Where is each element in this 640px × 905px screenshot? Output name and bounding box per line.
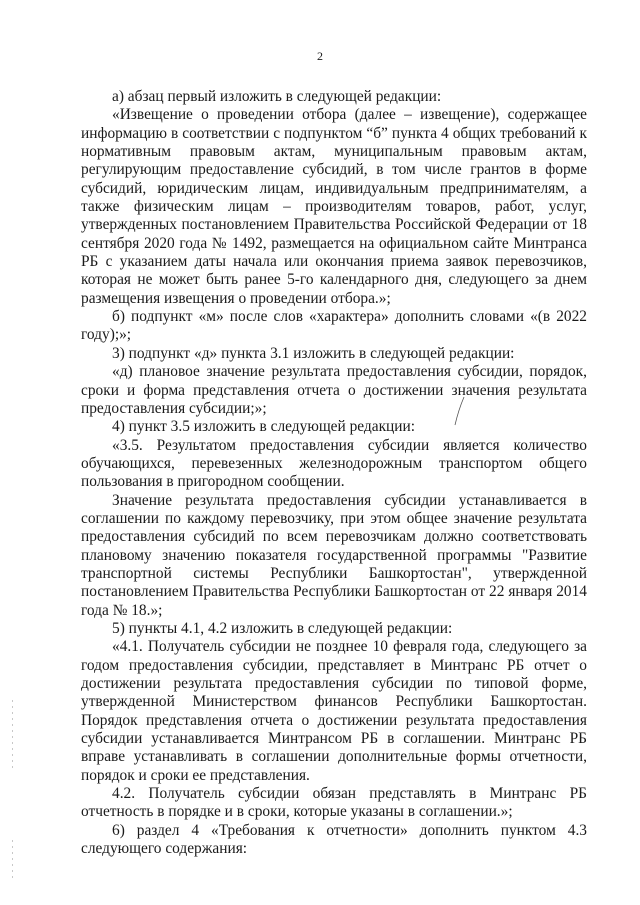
paragraph-10: «4.1. Получатель субсидии не позднее 10 февраля года, следующего за годом предоставления субсидии, представляет в Минтранс РБ отчет о достижении результата предоставления субсидии по типовой форме, утвержденной Министерством финансов Республики Башкортостан. Порядок представления отчета о достижении результата предоставления субсидии устанавливается Минтрансом РБ в соглашении. Минтранс РБ вправе устанавливать в соглашении дополнительные формы отчетности, порядок и сроки ее представления. xyxy=(81,638,587,784)
paragraph-1: а) абзац первый изложить в следующей редакции: xyxy=(112,88,442,105)
paragraph-11: 4.2. Получатель субсидии обязан представлять в Минтранс РБ отчетность в порядке и в сроки, которые указаны в соглашении.»; xyxy=(81,785,587,821)
paragraph-3: б) подпункт «м» после слов «характера» дополнить словами «(в 2022 году);»; xyxy=(81,308,587,344)
paragraph-8: Значение результата предоставления субсидии устанавливается в соглашении по каждому перевозчику, при этом общее значение результата предоставления субсидий по всем перевозчикам должно соответствовать плановому значению показателя государственной программы "Развитие транспортной системы Республики Башкортостан", утвержденной постановлением Правительства Республики Башкортостан от 22 января 2014 года № 18.»; xyxy=(81,491,587,619)
paragraph-7: «3.5. Результатом предоставления субсидии является количество обучающихся, перевезенных железнодорожным транспортом общего пользования в пригородном сообщении. xyxy=(81,436,587,491)
paragraph-4: 3) подпункт «д» пункта 3.1 изложить в следующей редакции: xyxy=(112,344,515,362)
pen-mark xyxy=(452,396,466,426)
paragraph-12: 6) раздел 4 «Требования к отчетности» дополнить пунктом 4.3 следующего содержания: xyxy=(81,821,587,858)
scan-margin-mark xyxy=(12,700,13,770)
scan-margin-mark xyxy=(12,840,13,880)
page-number: 2 xyxy=(317,49,323,63)
paragraph-6: 4) пункт 3.5 изложить в следующей редакции: xyxy=(112,418,416,436)
paragraph-2: «Извещение о проведении отбора (далее – извещение), содержащее информацию в соответствии с подпунктом “б” пункта 4 общих требований к нормативным правовым актам, муниципальным правовым актам, регулирующим предоставление субсидий, в том числе грантов в форме субсидий, юридическим лицам, индивидуальным предпринимателям, а также физическим лицам – производителям товаров, работ, услуг, утвержденных постановлением Правительства Российской Федерации от 18 сентября 2020 года № 1492, размещается на официальном сайте Минтранса РБ с указанием даты начала или окончания приема заявок перевозчиков, которая не может быть ранее 5-го календарного дня, следующего за днем размещения извещения о проведении отбора.»; xyxy=(81,106,587,307)
paragraph-5: «д) плановое значение результата предоставления субсидии, порядок, сроки и форма представления отчета о достижении значения результата предоставления субсидии;»; xyxy=(81,363,587,417)
document-body xyxy=(81,88,587,858)
paragraph-9: 5) пункты 4.1, 4.2 изложить в следующей редакции: xyxy=(112,619,453,637)
